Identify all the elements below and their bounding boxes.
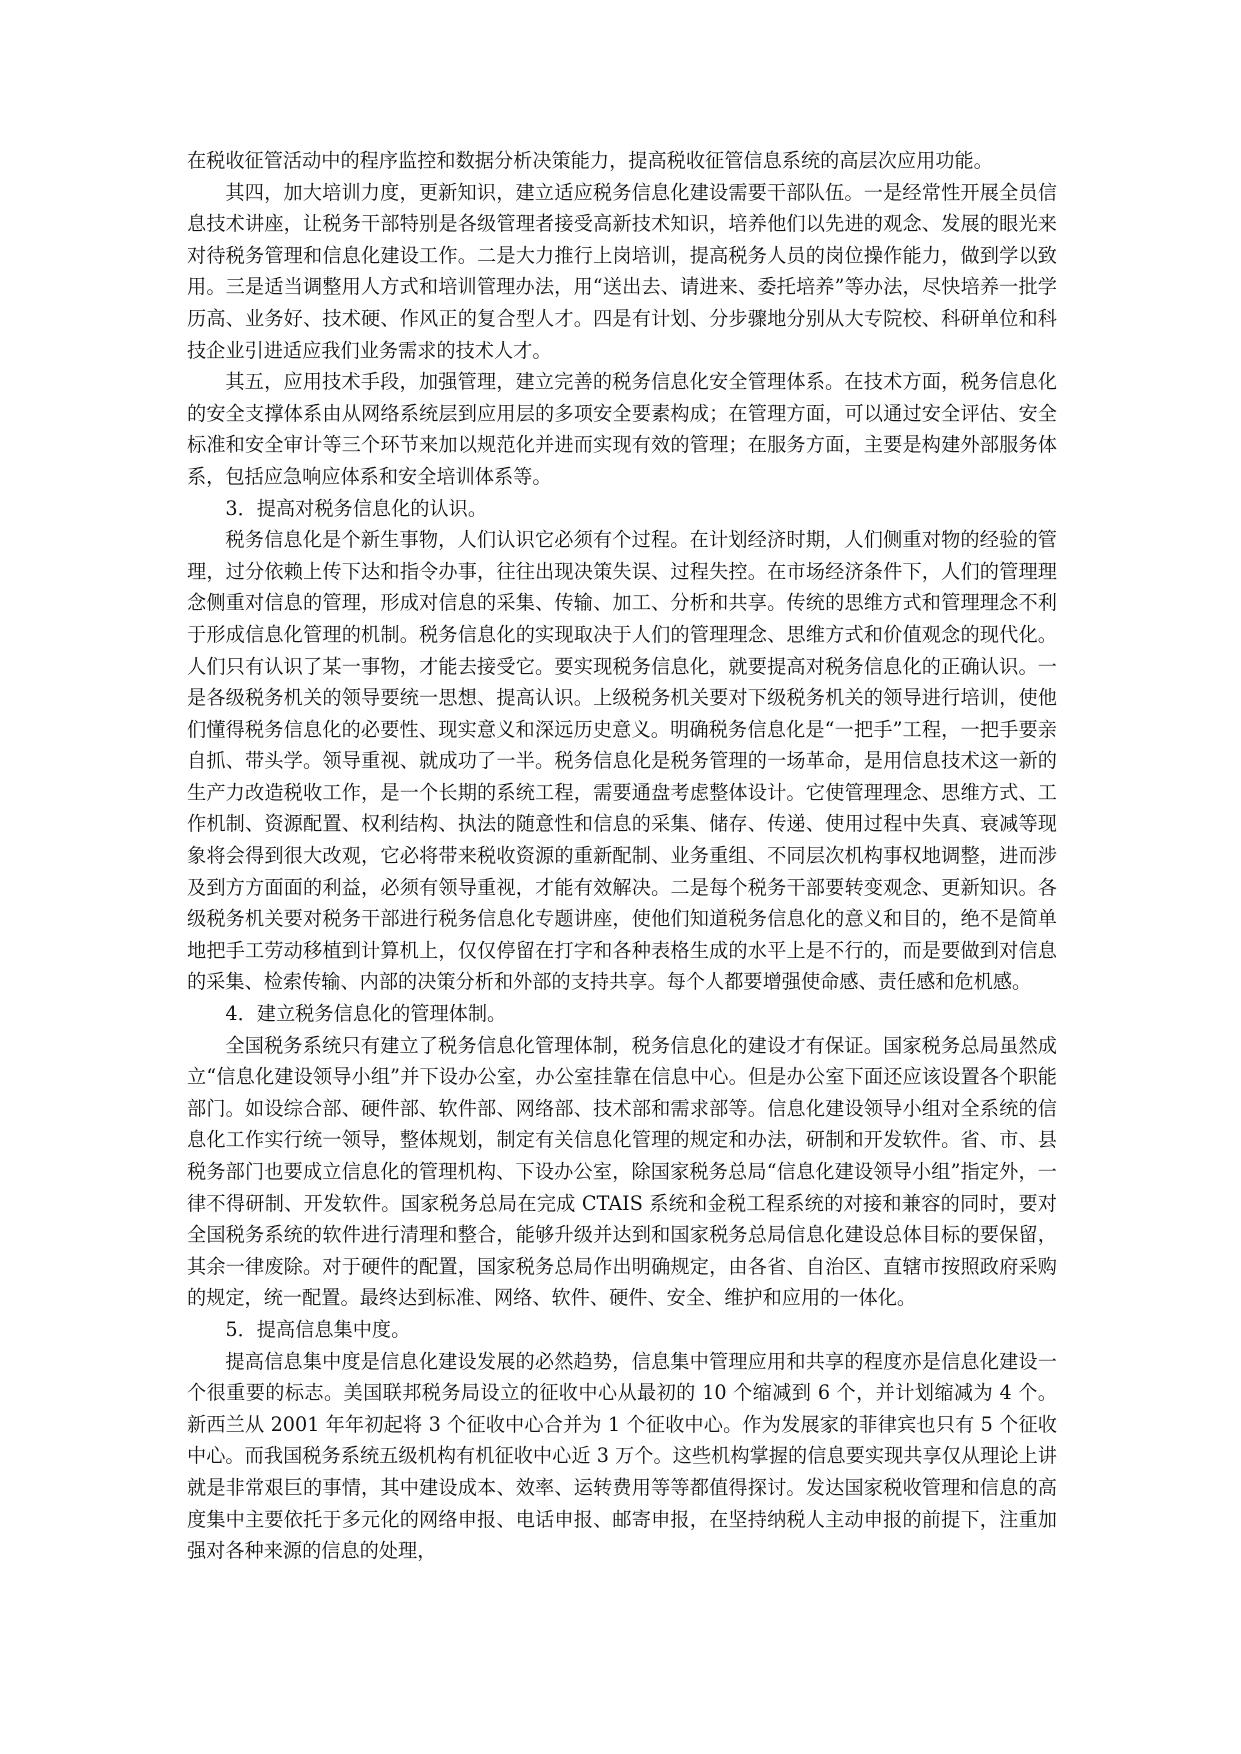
paragraph-continued: 在税收征管活动中的程序监控和数据分析决策能力，提高税收征管信息系统的高层次应用功能。 xyxy=(187,149,993,172)
paragraph-training: 其四，加大培训力度，更新知识，建立适应税务信息化建设需要干部队伍。一是经常性开展全员信息技术讲座，让税务干部特别是各级管理者接受高新技术知识，培养他们以先进的观念、发展的眼光来对待税务管理和信息化建设工作。二是大力推行上岗培训，提高税务人员的岗位操作能力，做到学以致用。三是适当调整用人方式和培训管理办法，用“送出去、请进来、委托培养”等办法，尽快培养一批学历高、业务好、技术硬、作风正的复合型人才。四是有计划、分步骤地分别从大专院校、科研单位和科技企业引进适应我们业务需求的技术人才。 xyxy=(187,180,1057,362)
paragraph-security: 其五，应用技术手段，加强管理，建立完善的税务信息化安全管理体系。在技术方面，税务信息化的安全支撑体系由从网络系统层到应用层的多项安全要素构成；在管理方面，可以通过安全评估、安全标准和安全审计等三个环节来加以规范化并进而实现有效的管理；在服务方面，主要是构建外部服务体系，包括应急响应体系和安全培训体系等。 xyxy=(187,370,1057,488)
paragraph-management-system: 全国税务系统只有建立了税务信息化管理体制，税务信息化的建设才有保证。国家税务总局虽然成立“信息化建设领导小组”并下设办公室，办公室挂靠在信息中心。但是办公室下面还应该设置各个职能部门。如设综合部、硬件部、软件部、网络部、技术部和需求部等。信息化建设领导小组对全系统的信息化工作实行统一领导，整体规划，制定有关信息化管理的规定和办法，研制和开发软件。省、市、县税务部门也要成立信息化的管理机构、下设办公室，除国家税务总局“信息化建设领导小组”指定外，一律不得研制、开发软件。国家税务总局在完成 CTAIS 系统和金税工程系统的对接和兼容的同时，要对全国税务系统的软件进行清理和整合，能够升级并达到和国家税务总局信息化建设总体目标的要保留，其余一律废除。对于硬件的配置，国家税务总局作出明确规定，由各省、自治区、直辖市按照政府采购的规定，统一配置。最终达到标准、网络、软件、硬件、安全、维护和应用的一体化。 xyxy=(187,1033,1057,1310)
paragraph-concentration: 提高信息集中度是信息化建设发展的必然趋势，信息集中管理应用和共享的程度亦是信息化建设一个很重要的标志。美国联邦税务局设立的征收中心从最初的 10 个缩减到 6 个，并计划缩减为 4 个。新西兰从 2001 年年初起将 3 个征收中心合并为 1 个征收中心。作为发展家的菲律宾也只有 5 个征收中心。而我国税务系统五级机构有机征收中心近 3 万个。这些机构掌握的信息要实现共享仅从理论上讲就是非常艰巨的事情，其中建设成本、效率、运转费用等等都值得探讨。发达国家税收管理和信息的高度集中主要依托于多元化的网络申报、电话申报、邮寄申报，在坚持纳税人主动申报的前提下，注重加强对各种来源的信息的处理， xyxy=(187,1349,1057,1563)
document-body xyxy=(187,145,1057,1567)
paragraph-awareness: 税务信息化是个新生事物，人们认识它必须有个过程。在计划经济时期，人们侧重对物的经验的管理，过分依赖上传下达和指令办事，往往出现决策失误、过程失控。在市场经济条件下，人们的管理理念侧重对信息的管理，形成对信息的采集、传输、加工、分析和共享。传统的思维方式和管理理念不利于形成信息化管理的机制。税务信息化的实现取决于人们的管理理念、思维方式和价值观念的现代化。人们只有认识了某一事物，才能去接受它。要实现税务信息化，就要提高对税务信息化的正确认识。一是各级税务机关的领导要统一思想、提高认识。上级税务机关要对下级税务机关的领导进行培训，使他们懂得税务信息化的必要性、现实意义和深远历史意义。明确税务信息化是“一把手”工程，一把手要亲自抓、带头学。领导重视、就成功了一半。税务信息化是税务管理的一场革命，是用信息技术这一新的生产力改造税收工作，是一个长期的系统工程，需要通盘考虑整体设计。它使管理理念、思维方式、工作机制、资源配置、权利结构、执法的随意性和信息的采集、储存、传递、使用过程中失真、衰减等现象将会得到很大改观，它必将带来税收资源的重新配制、业务重组、不同层次机构事权地调整，进而涉及到方方面面的利益，必须有领导重视，才能有效解决。二是每个税务干部要转变观念、更新知识。各级税务机关要对税务干部进行税务信息化专题讲座，使他们知道税务信息化的意义和目的，绝不是简单地把手工劳动移植到计算机上，仅仅停留在打字和各种表格生成的水平上是不行的，而是要做到对信息的采集、检索传输、内部的决策分析和外部的支持共享。每个人都要增强使命感、责任感和危机感。 xyxy=(187,528,1057,994)
section-heading-3: 3．提高对税务信息化的认识。 xyxy=(225,496,488,520)
section-heading-5: 5．提高信息集中度。 xyxy=(225,1317,411,1341)
section-heading-4: 4．建立税务信息化的管理体制。 xyxy=(225,1002,507,1026)
